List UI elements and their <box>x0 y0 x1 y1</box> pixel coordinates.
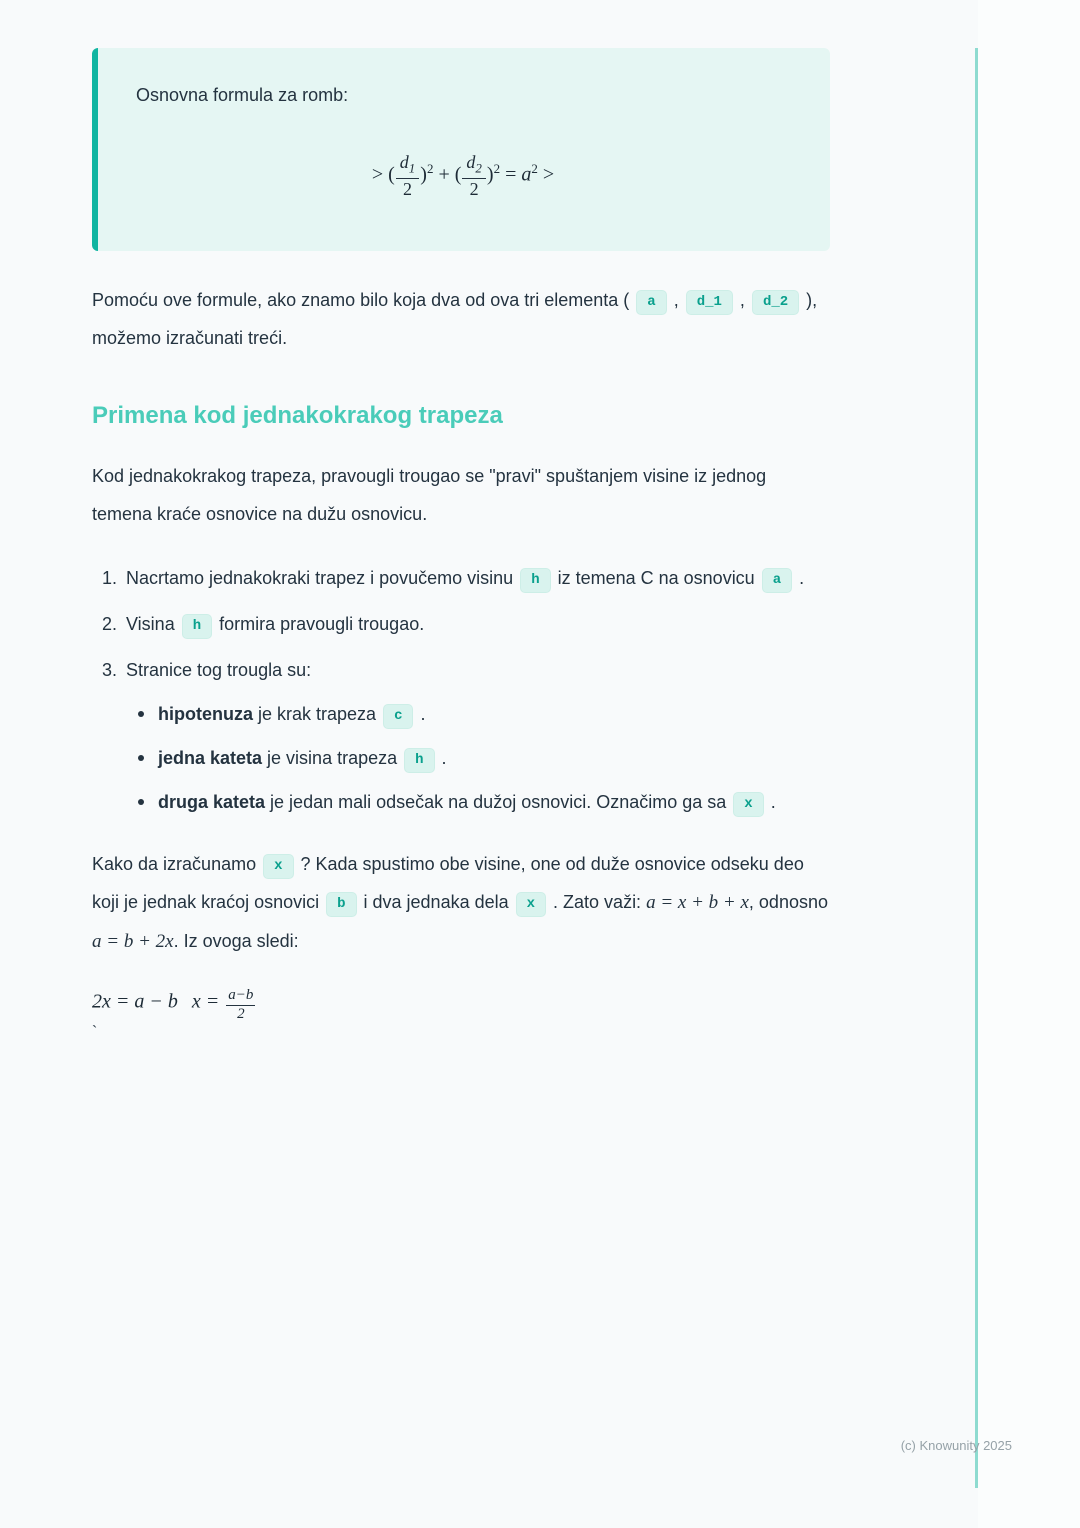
section-lead-paragraph: Kod jednakokrakog trapeza, pravougli trougao se "pravi" spuštanjem visine iz jednog temena kraće osnovice na dužu osnovicu. <box>92 466 767 525</box>
bullet-dot-icon <box>136 695 158 733</box>
fraction-d1-over-2 <box>396 152 420 199</box>
formula-square-2: 2 <box>493 160 501 176</box>
formula-gt-left: > <box>371 163 389 186</box>
bullet-2-period: . <box>441 748 447 769</box>
var-d2: d <box>466 152 476 172</box>
list-item-3-body <box>126 651 830 821</box>
result-equation <box>92 987 830 1022</box>
bullet-jedna-kateta <box>136 739 830 777</box>
item2-text-2: formira pravougli trougao. <box>219 614 425 635</box>
fraction-denominator: 2 <box>237 1005 245 1022</box>
list-item-3 <box>102 651 830 821</box>
bullet-3-bold: druga kateta <box>158 792 266 813</box>
bullet-3-body <box>158 783 830 821</box>
page-edge-divider <box>975 48 978 1488</box>
bullet-hipotenuza <box>136 695 830 733</box>
fraction-numerator: a−b <box>226 987 255 1006</box>
item1-text-3: . <box>799 568 805 589</box>
bullet-2-body <box>158 739 830 777</box>
var-a: a <box>521 163 532 186</box>
result-lhs: 2x = a − b <box>92 990 178 1013</box>
var-d1: d <box>399 152 409 172</box>
formula-plus: + <box>433 163 455 186</box>
sub-bullet-list <box>126 695 830 821</box>
outro-text-3: i dva jednaka dela <box>363 892 509 913</box>
bullet-2-text: je visina trapeza <box>262 748 398 769</box>
code-chip-x: x <box>733 792 763 817</box>
outro-paragraph <box>92 845 830 961</box>
document-content <box>92 48 830 1042</box>
list-number-2: 2. <box>102 614 118 635</box>
result-x-equals: x = <box>191 990 225 1013</box>
intro-paragraph <box>92 281 830 357</box>
code-chip-x: x <box>516 892 546 917</box>
formula-open-paren-1: ( <box>388 163 395 186</box>
bullet-1-period: . <box>420 704 426 725</box>
code-chip-c: c <box>383 704 413 729</box>
intro-text-1: Pomoću ove formule, ako znamo bilo koja dva od ova tri elementa ( <box>92 290 630 311</box>
formula-close-paren-1: ) <box>420 163 427 186</box>
code-chip-a: a <box>636 290 666 315</box>
fraction-a-minus-b-over-2 <box>226 987 255 1022</box>
formula-callout <box>92 48 830 251</box>
list-item-2 <box>102 605 830 643</box>
intro-text-3: , <box>739 290 745 311</box>
denominator-1: 2 <box>403 178 413 199</box>
outro-text-4: . Zato važi: <box>553 892 642 913</box>
code-chip-d2: d_2 <box>752 290 799 315</box>
bullet-2-bold: jedna kateta <box>158 748 263 769</box>
item1-text-1: Nacrtamo jednakokraki trapez i povučemo visinu <box>126 568 514 589</box>
code-chip-h: h <box>520 568 550 593</box>
outro-text-6: . Iz ovoga sledi: <box>173 931 299 952</box>
bullet-dot-icon <box>136 739 158 777</box>
code-chip-a: a <box>762 568 792 593</box>
callout-title: Osnovna formula za romb: <box>136 85 349 105</box>
bullet-3-text: je jedan mali odsečak na dužoj osnovici. Označimo ga sa <box>265 792 727 813</box>
bullet-1-body <box>158 695 830 733</box>
code-chip-b: b <box>326 892 356 917</box>
bullet-1-text: je krak trapeza <box>253 704 377 725</box>
bullet-1-bold: hipotenuza <box>158 704 253 725</box>
inline-math-1: a = x + b + x <box>646 892 749 914</box>
bullet-dot-icon <box>136 783 158 821</box>
formula-equals: = <box>500 163 522 186</box>
outro-text-5: , odnosno <box>748 892 828 913</box>
code-chip-h: h <box>404 748 434 773</box>
item2-text-1: Visina <box>126 614 175 635</box>
item1-text-2: iz temena C na osnovicu <box>557 568 755 589</box>
bullet-druga-kateta <box>136 783 830 821</box>
list-item-1-body <box>126 559 830 597</box>
romb-formula <box>136 152 790 199</box>
code-chip-h: h <box>182 614 212 639</box>
formula-close-paren-2: ) <box>486 163 494 186</box>
list-item-2-body <box>126 605 830 643</box>
item3-text-1: Stranice tog trougla su: <box>126 660 312 681</box>
stray-backtick: ` <box>92 1024 98 1042</box>
formula-square-a: 2 <box>531 160 538 176</box>
inline-math-2: a = b + 2x <box>92 931 174 953</box>
intro-text-2: , <box>673 290 679 311</box>
code-chip-d1: d_1 <box>686 290 733 315</box>
sub-2: 2 <box>475 160 482 176</box>
outro-text-1: Kako da izračunamo <box>92 854 257 875</box>
sub-1: 1 <box>408 160 416 176</box>
right-gutter <box>978 0 1080 1528</box>
code-chip-x: x <box>263 854 293 879</box>
copyright-footer: (c) Knowunity 2025 <box>900 1438 1012 1453</box>
intro-text-4: ), možemo izračunati treći. <box>92 290 818 349</box>
formula-open-paren-2: ( <box>454 163 462 186</box>
list-item-1 <box>102 559 830 597</box>
fraction-d2-over-2 <box>462 152 486 199</box>
bullet-3-period: . <box>770 792 776 813</box>
list-number-1: 1. <box>102 568 118 589</box>
formula-square-1: 2 <box>426 160 434 176</box>
formula-gt-right: > <box>537 163 555 186</box>
outro-text-2: ? Kada spustimo obe visine, one od duže osnovice odseku deo koji je jednak kraćoj osnovici <box>92 854 804 913</box>
list-number-3: 3. <box>102 660 118 681</box>
section-heading: Primena kod jednakokrakog trapeza <box>92 402 503 430</box>
ordered-list <box>92 559 830 821</box>
denominator-2: 2 <box>469 178 479 199</box>
